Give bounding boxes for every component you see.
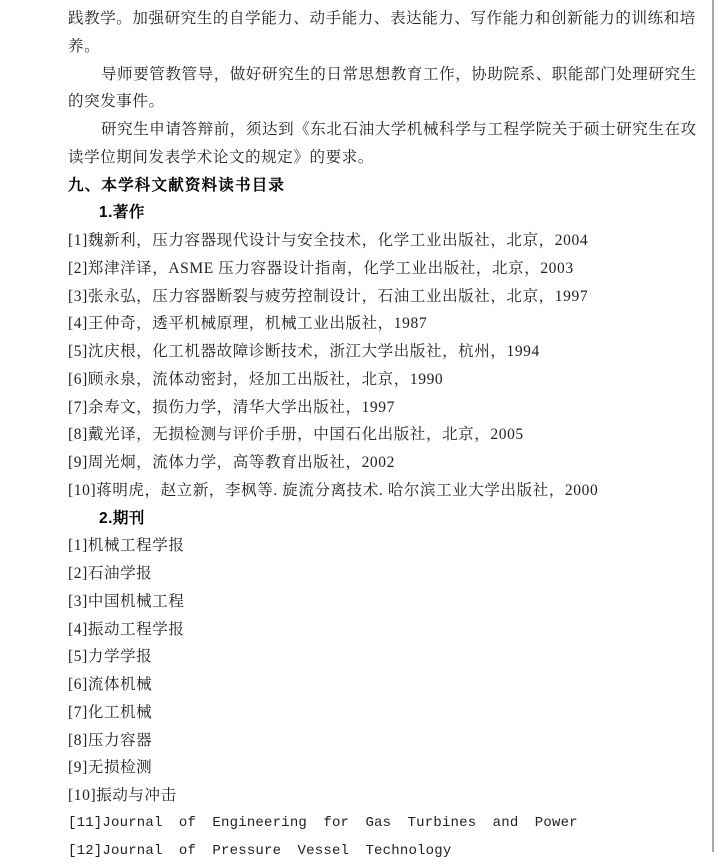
reference-item: [2]石油学报 xyxy=(68,560,652,588)
reference-item: [7]余寿文，损伤力学，清华大学出版社，1997 xyxy=(68,394,652,422)
section-heading: 九、本学科文献资料读书目录 xyxy=(68,172,652,200)
reference-item: [4]振动工程学报 xyxy=(68,616,652,644)
subsection-heading: 2.期刊 xyxy=(68,505,652,533)
reference-item: [9]无损检测 xyxy=(68,754,652,782)
reference-item: [4]王仲奇，透平机械原理，机械工业出版社，1987 xyxy=(68,310,652,338)
reference-item: [7]化工机械 xyxy=(68,699,652,727)
reference-item: [8]戴光译，无损检测与评价手册，中国石化出版社，北京，2005 xyxy=(68,421,652,449)
page-edge-line xyxy=(712,0,714,852)
reference-item: [8]压力容器 xyxy=(68,727,652,755)
reference-item: [5]沈庆根，化工机器故障诊断技术，浙江大学出版社，杭州，1994 xyxy=(68,338,652,366)
subsection-heading: 1.著作 xyxy=(68,199,652,227)
paragraph-line: 导师要管教管导，做好研究生的日常思想教育工作，协助院系、职能部门处理研究生 xyxy=(68,61,652,89)
paragraph-line: 的突发事件。 xyxy=(68,88,652,116)
paragraph-line: 研究生申请答辩前，须达到《东北石油大学机械科学与工程学院关于硕士研究生在攻 xyxy=(68,116,652,144)
reference-item: [5]力学学报 xyxy=(68,643,652,671)
reference-item: [6]顾永泉，流体动密封，烃加工出版社，北京，1990 xyxy=(68,366,652,394)
reference-item: [1]魏新利，压力容器现代设计与安全技术，化学工业出版社，北京，2004 xyxy=(68,227,652,255)
reference-item: [3]中国机械工程 xyxy=(68,588,652,616)
reference-item: [2]郑津洋译，ASME 压力容器设计指南，化学工业出版社，北京，2003 xyxy=(68,255,652,283)
reference-item: [6]流体机械 xyxy=(68,671,652,699)
reference-item: [10]蒋明虎，赵立新，李枫等. 旋流分离技术. 哈尔滨工业大学出版社，2000 xyxy=(68,477,652,505)
reference-item: [10]振动与冲击 xyxy=(68,782,652,810)
paragraph-line: 践教学。加强研究生的自学能力、动手能力、表达能力、写作能力和创新能力的训练和培 xyxy=(68,5,652,33)
paragraph-line: 读学位期间发表学术论文的规定》的要求。 xyxy=(68,144,652,172)
reference-item-english: [12]Journal of Pressure Vessel Technology xyxy=(68,838,652,865)
reference-item-english: [11]Journal of Engineering for Gas Turbines and Power xyxy=(68,810,652,838)
reference-item: [1]机械工程学报 xyxy=(68,532,652,560)
document-content xyxy=(68,5,652,865)
reference-item: [9]周光炯，流体力学，高等教育出版社，2002 xyxy=(68,449,652,477)
paragraph-line: 养。 xyxy=(68,33,652,61)
reference-item: [3]张永弘，压力容器断裂与疲劳控制设计，石油工业出版社，北京，1997 xyxy=(68,283,652,311)
